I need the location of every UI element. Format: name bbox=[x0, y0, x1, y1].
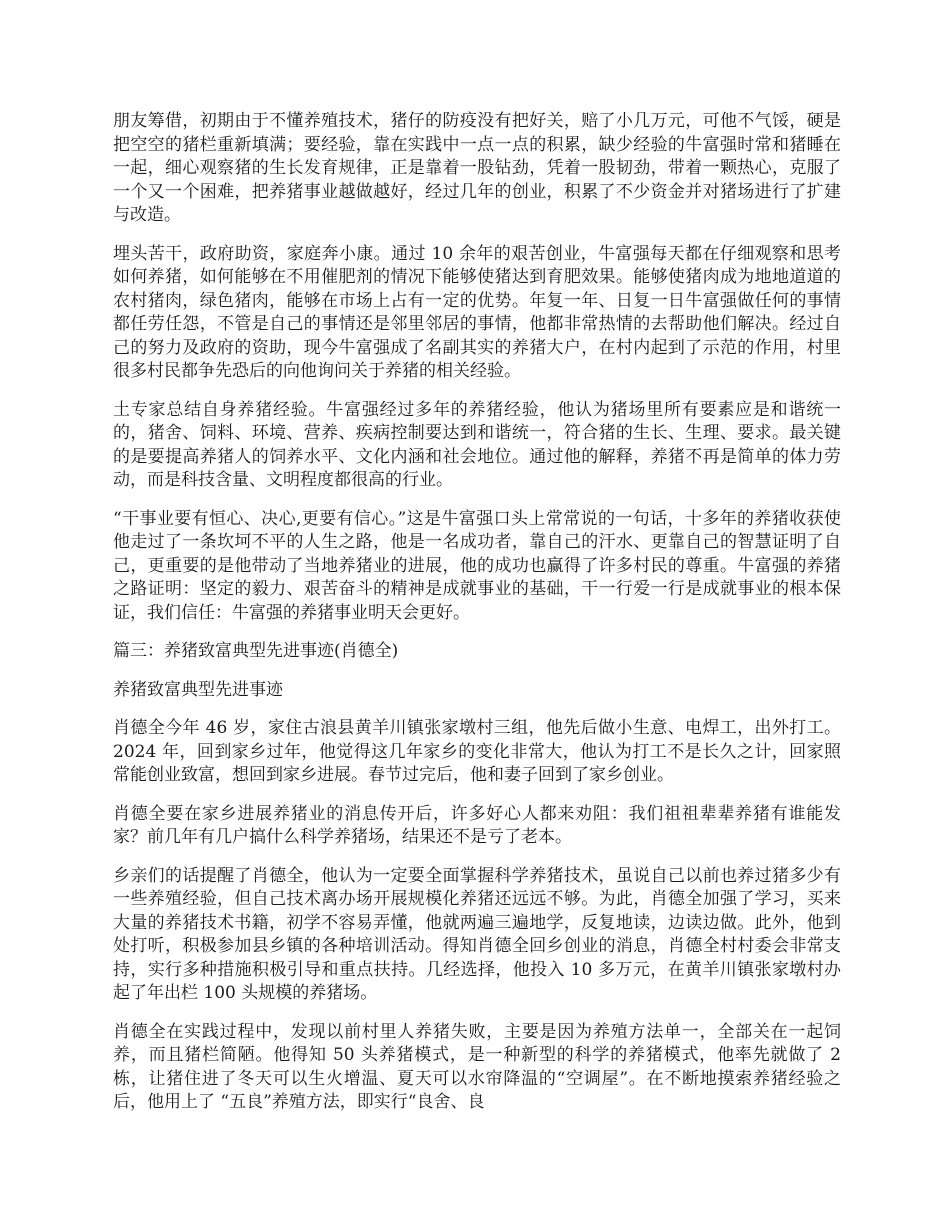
section-subtitle: 养猪致富典型先进事迹 bbox=[113, 679, 283, 700]
paragraph-6: 肖德全要在家乡进展养猪业的消息传开后，许多好心人都来劝阻：我们祖祖辈辈养猪有谁能发家？前几年有几户搞什么科学养猪场，结果还不是亏了老本。 bbox=[113, 803, 841, 847]
paragraph-5: 肖德全今年 46 岁，家住古浪县黄羊川镇张家墩村三组，他先后做小生意、电焊工，出外打工。2024 年，回到家乡过年，他觉得这几年家乡的变化非常大，他认为打工不是长久之计，回家照常能创业致富，想回到家乡进展。春节过完后，他和妻子回到了家乡创业。 bbox=[113, 718, 841, 785]
paragraph-7: 乡亲们的话提醒了肖德全，他认为一定要全面掌握科学养猪技术，虽说自己以前也养过猪多少有一些养殖经验，但自己技术离办场开展规模化养猪还远远不够。为此，肖德全加强了学习，买来大量的养猪技术书籍，初学不容易弄懂，他就两遍三遍地学，反复地读，边读边做。此外，他到处打听，积极参加县乡镇的各种培训活动。得知肖德全回乡创业的消息，肖德全村村委会非常支持，实行多种措施积极引导和重点扶持。几经选择，他投入 10 多万元，在黄羊川镇张家墩村办起了年出栏 100 头规模的养猪场。 bbox=[113, 865, 841, 1003]
paragraph-1: 朋友筹借，初期由于不懂养殖技术，猪仔的防疫没有把好关，赔了小几万元，可他不气馁，硬是把空空的猪栏重新填满；要经验，靠在实践中一点一点的积累，缺少经验的牛富强时常和猪睡在一起，细心观察猪的生长发育规律，正是靠着一股钻劲，凭着一股韧劲，带着一颗热心，克服了一个又一个困难，把养猪事业越做越好，经过几年的创业，积累了不少资金并对猪场进行了扩建与改造。 bbox=[113, 111, 841, 225]
paragraph-2: 埋头苦干，政府助资，家庭奔小康。通过 10 余年的艰苦创业，牛富强每天都在仔细观察和思考如何养猪，如何能够在不用催肥剂的情况下能够使猪达到育肥效果。能够使猪肉成为地地道道的农村猪肉，绿色猪肉，能够在市场上占有一定的优势。年复一年、日复一日牛富强做任何的事情都任劳任怨，不管是自己的事情还是邻里邻居的事情，他都非常热情的去帮助他们解决。经过自己的努力及政府的资助，现今牛富强成了名副其实的养猪大户，在村内起到了示范的作用，村里很多村民都争先恐后的向他询问关于养猪的相关经验。 bbox=[113, 243, 841, 381]
paragraph-4: “干事业要有恒心、决心,更要有信心。”这是牛富强口头上常常说的一句话，十多年的养猪收获使他走过了一条坎坷不平的人生之路，他是一名成功者，靠自己的汗水、更靠自己的智慧证明了自己，更重要的是他带动了当地养猪业的进展，他的成功也赢得了许多村民的尊重。牛富强的养猪之路证明：坚定的毅力、艰苦奋斗的精神是成就事业的基础，干一行爱一行是成就事业的根本保证，我们信任：牛富强的养猪事业明天会更好。 bbox=[113, 508, 841, 623]
paragraph-3: 土专家总结自身养猪经验。牛富强经过多年的养猪经验，他认为猪场里所有要素应是和谐统一的，猪舍、饲料、环境、营养、疾病控制要达到和谐统一，符合猪的生长、生理、要求。最关键的是要提高养猪人的饲养水平、文化内涵和社会地位。通过他的解释，养猪不再是简单的体力劳动，而是科技含量、文明程度都很高的行业。 bbox=[113, 399, 841, 490]
document-page bbox=[113, 110, 841, 1130]
section-heading: 篇三：养猪致富典型先进事迹(肖德全) bbox=[113, 641, 399, 661]
paragraph-8: 肖德全在实践过程中，发现以前村里人养猪失败，主要是因为养殖方法单一，全部关在一起饲养，而且猪栏简陋。他得知 50 头养猪模式，是一种新型的科学的养猪模式，他率先就做了 2 栋，让猪住进了冬天可以生火增温、夏天可以水帘降温的“空调屋”。在不断地摸索养猪经验之后，他用上了 “五良”养殖方法，即实行“良舍、良 bbox=[113, 1021, 841, 1112]
